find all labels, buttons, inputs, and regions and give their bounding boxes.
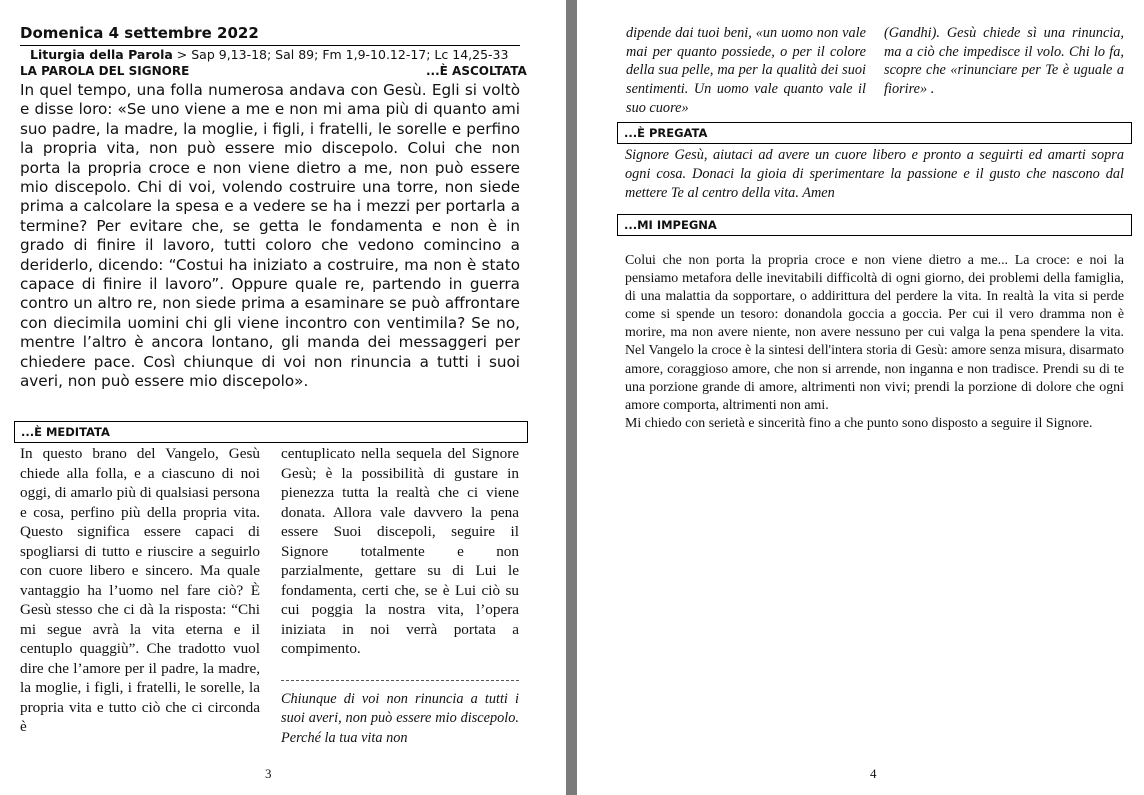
left-page bbox=[0, 0, 566, 795]
impegna-text bbox=[625, 252, 1124, 433]
impegna-section-header: ...MI IMPEGNA bbox=[617, 214, 1132, 236]
ascoltata-label: ...È ASCOLTATA bbox=[426, 64, 527, 78]
page-number-right: 4 bbox=[870, 766, 877, 781]
meditata-section-header: ...È MEDITATA bbox=[14, 421, 528, 443]
date-title: Domenica 4 settembre 2022 bbox=[20, 24, 259, 42]
page-gutter bbox=[566, 0, 577, 795]
parola-label: LA PAROLA DEL SIGNORE bbox=[20, 64, 190, 78]
pregata-section-header: ...È PREGATA bbox=[617, 122, 1132, 144]
gospel-text: In quel tempo, una folla numerosa andava con Gesù. Egli si voltò e disse loro: «Se uno viene a me e non mi ama più di quanto ami suo padre, la madre, la moglie, i figli, i fratelli, le sorelle e perfino la propria vita, non può essere mio discepolo. Colui che non porta la propria croce e non viene dietro a me, non può essere mio discepolo. Chi di voi, volendo costruire una torre, non siede prima a calcolare la spesa e a vedere se ha i mezzi per portarla a termine? Per evitare che, se getta le fondamenta e non è in grado di finire il lavoro, tutti coloro che vedono comincino a deriderlo, dicendo: “Costui ha iniziato a costruire, ma non è stato capace di finire il lavoro”. Oppure quale re, partendo in guerra contro un altro re, non siede prima a esaminare se può affrontare con diecimila uomini chi gli viene incontro con ventimila? Se no, mentre l’altro è ancora lontano, gli manda dei messaggeri per chiedere pace. Così chiunque di voi non rinuncia a tutti i suoi averi, non può essere mio discepolo». bbox=[20, 81, 520, 391]
dashed-divider bbox=[281, 680, 519, 681]
pregata-text: Signore Gesù, aiutaci ad avere un cuore libero e pronto a seguirti ed amarti sopra ogni cosa. Donaci la gioia di sperimentare la passione e il gusto che nascono dal mettere Te al centro della vita. Amen bbox=[625, 147, 1124, 201]
liturgy-label: Liturgia della Parola bbox=[30, 47, 173, 62]
liturgy-refs: > Sap 9,13-18; Sal 89; Fm 1,9-10.12-17; Lc 14,25-33 bbox=[172, 47, 509, 62]
page-number-left: 3 bbox=[265, 766, 272, 781]
liturgy-line bbox=[20, 45, 520, 62]
impegna-paragraph-1: Colui che non porta la propria croce e non viene dietro a me... La croce: e noi la pensiamo metafora delle inevitabili difficoltà di ogni giorno, dei problemi della famiglia, di una malattia da sopportare, o addirittura del perdere la vita. In realtà la vita si perde come si spende un tesoro: donandola goccia a goccia. Per cui il vero dramma non è morire, ma non avere niente, non avere nessuno per cui valga la pena spendere la vita. Nel Vangelo la croce è la sintesi dell'intera storia di Gesù: amore senza misura, disarmato amore, coraggioso amore, che non si arrende, non inganna e non tradisce. Prendi su di te una porzione grande di amore, altrimenti non vivi; prendi la porzione di dolore che ogni amore comporta, altrimenti non ami. bbox=[625, 253, 1124, 413]
right-column-1: dipende dai tuoi beni, «un uomo non vale mai per quanto possiede, o per il colore della sua pelle, ma per la qualità dei suoi sentimenti. Un uomo vale quanto vale il suo cuore» bbox=[626, 25, 866, 116]
meditata-column-2: centuplicato nella sequela del Signore Gesù; è la possibilità di gustare in pienezza tutta la realtà che ci viene donata. Allora vale davvero la pena essere Suoi discepoli, seguire il Signore totalmente e non parzialmente, gettare su di Lui le fondamenta, certi che, se è Lui ciò su cui poggia la nostra vita, l’opera iniziata in noi verrà portata a compimento. bbox=[281, 445, 519, 657]
meditata-column-1: In questo brano del Vangelo, Gesù chiede alla folla, e a ciascuno di noi oggi, di amarlo più di qualsiasi persona e cosa, perfino più della propria vita. Questo significa essere capaci di spogliarsi di tutto e riuscire a seguirlo con cuore libero e sincero. Ma quale vantaggio ha l’uomo nel fare ciò? È Gesù stesso che ci dà la risposta: “Chi mi segue avrà la vita eterna e il centuplo quaggiù”. Che tradotto vuol dire che l’amore per il padre, la madre, la moglie, i figli, i fratelli, le sorelle, la propria vita e tutto ciò che ci circonda è bbox=[20, 445, 260, 735]
meditata-quote: Chiunque di voi non rinuncia a tutti i suoi averi, non può essere mio discepolo. Perché la tua vita non bbox=[281, 691, 519, 746]
right-column-2: (Gandhi). Gesù chiede sì una rinuncia, ma a ciò che impedisce il volo. Chi lo fa, scopre che «rinunciare per Te è uguale a fiorire» . bbox=[884, 25, 1124, 98]
impegna-paragraph-2: Mi chiedo con serietà e sincerità fino a che punto sono disposto a seguire il Signore. bbox=[625, 415, 1093, 431]
